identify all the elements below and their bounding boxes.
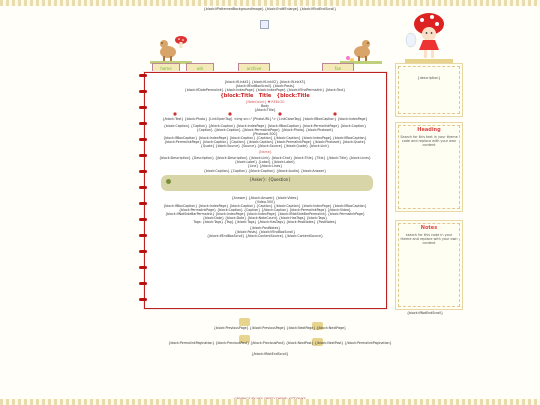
top-stripe <box>0 0 540 6</box>
tab-fan-label: fan <box>334 66 342 71</box>
ring <box>139 266 147 269</box>
top-template-text: {block:IfPatternedBackgroundImage} {block:EndIfEnlarge} {block:IfEndEndScroll} <box>203 7 337 11</box>
caption-line-b: {Caption} {/block:Caption} {/block:PermalinkPage} {/block:Photo} {block:Photoset} <box>196 128 334 132</box>
post-line-1: {block:IfLinkX1} {block:IfLinkX2} {block:IfLinkX3} <box>224 80 306 84</box>
name-label[interactable]: {Name} <box>258 150 272 154</box>
answer-line-e: {block:IfNotSideBarPermalink} {block:IndexPage} {block:IndexPage} {block:IfNotSideBarPermalink} {block:PermalinkPage} <box>165 212 365 216</box>
quote-line: {Quote} {block:Source} {Source} {/block:Source} {/block:Quote} {block:Link} <box>200 144 330 148</box>
ring <box>139 90 147 93</box>
ring <box>139 170 147 173</box>
ring <box>139 298 147 301</box>
ring <box>139 122 147 125</box>
photoset-line-b: {block:PermalinkPage} {block:Caption} {Caption} {/block:Caption} {block:PermalinkPage} {/block:Photoset} {block:Quote} <box>164 140 366 144</box>
ring <box>139 202 147 205</box>
photoset-line-a: {block:IfBoxCaption} {block:IndexPage} {block:Caption} {Caption} {/block:Caption} {block:IndexPage} {block:IfBoxCaption} <box>163 136 367 140</box>
bottom-stripe <box>0 399 540 405</box>
answer-line-a: {Answer} {/block:Answer} {block:Video} <box>231 196 299 200</box>
answer-line-c: {block:IfBoxCaption} {block:IndexPage} {block:Caption} {Caption} {/block:Caption} {block:IndexPage} {block:IfBoxCaption} <box>163 204 367 208</box>
ring <box>139 218 147 221</box>
tags-line[interactable]: Tags: {block:Tags} {Tag} {/block:Tags} {/block:HasTags} {block:PostNotes} {PostNotes} <box>193 220 337 224</box>
description-text: {description} <box>417 76 441 80</box>
deer-decoration-right <box>340 30 382 65</box>
sidebar-heading-box <box>395 122 463 212</box>
title-mid: Title <box>258 93 272 99</box>
text-block-line: {/block:Text} {block:Photo} {LinkOpenTag} <img src="{PhotoURL}"> {LinkCloseTag} {block:IfBoxCaption} {block:IndexPage} <box>162 117 368 121</box>
ring <box>139 282 147 285</box>
chat-caption-line: {block:Caption} {Caption} {/block:Caption} {/block:Audio} {block:Answer} <box>203 169 327 173</box>
tab-archive-label: archive <box>246 66 262 71</box>
box-inner <box>398 66 460 114</box>
ring <box>139 234 147 237</box>
ring <box>139 250 147 253</box>
post-title-row <box>150 93 380 99</box>
dotted-divider <box>170 112 360 116</box>
heading-text: Search for this text in your theme code and replace with your own content <box>400 135 458 147</box>
ring <box>139 106 147 109</box>
link-line: {block:Description} {Description} {/block:Description} {/block:Link} {block:Chat} {block:Title} {Title} {/block:Title} {block:Lines} <box>159 156 371 160</box>
sidebar-notes-box <box>395 220 463 310</box>
sidebar-end-label: {block:IfNotEndScroll} <box>406 311 444 315</box>
post-body-label: Body <box>260 104 270 108</box>
post-line-2: {block:IfEndBoxScroll} {block:Posts} <box>235 84 295 88</box>
notes-text: search for this code in your theme and replace with your own content <box>400 233 458 245</box>
girl-mushroom-hat-decoration <box>405 10 453 65</box>
post-line-3: {block:IfDatePermalink} {block:IndexPage} {block:IndexPage} {block:IfEndPermalink} {block:Text} <box>184 88 346 92</box>
chat-lines-end: {Line} {/block:Lines} <box>247 164 283 168</box>
title-left: {block:Title <box>220 93 254 99</box>
ask-question-label: {Asker}: {Question} <box>249 177 291 182</box>
prev-page-arrow-icon[interactable] <box>239 318 250 326</box>
answer-line-f: {block:Date} {block:Date} {block:NoteCount} {block:HasTags} {block:Tags} <box>202 216 328 220</box>
broken-image-icon <box>260 20 269 29</box>
notes-line-a: {/block:PostNotes} <box>249 226 281 230</box>
answer-line-d: {block:PermalinkPage} {block:Caption} {Caption} {/block:Caption} {block:PermalinkPage} {/block:Video} <box>179 208 351 212</box>
notes-line-b: {/block:Posts} {block:IfEndBoxScroll} <box>234 230 296 234</box>
ring <box>139 74 147 77</box>
page-pagination-row[interactable]: {block:PreviousPage} {/block:PreviousPage} {block:NextPage} {/block:NextPage} <box>213 326 347 330</box>
deer-mushroom-decoration-left <box>150 30 192 65</box>
photoset-label: {Photoset-500} <box>252 132 278 136</box>
tab-ask-label: ask <box>196 66 204 71</box>
chat-label-line: {block:Label} {Label} {/block:Label} <box>234 160 296 164</box>
answer-line-b: {Video-500} <box>254 200 276 204</box>
post-pagination-row[interactable]: {block:PermalinkPagination} {block:PreviousPost} {/block:PreviousPost} {block:NextPost} {/block:NextPost} {/block:PermalinkPagination} <box>168 341 392 345</box>
ring <box>139 186 147 189</box>
ring <box>139 138 147 141</box>
post-title-end: {/block:Title} <box>254 108 276 112</box>
pagination-footer-note: {/block:IfNotEndScroll} <box>251 352 289 356</box>
ring <box>139 154 147 157</box>
notes-line-c: {/block:IfEndBoxScroll} {/block:ContentSource} {/block:ContentSource} <box>206 234 324 238</box>
asker-avatar-icon <box>166 179 171 184</box>
sidebar-description-box <box>395 63 463 117</box>
ask-question-text <box>200 177 340 182</box>
title-right: {block:Title <box>276 93 310 99</box>
heading-title: Heading <box>417 127 441 133</box>
notebook-rings <box>139 74 145 304</box>
tab-home-label: home <box>160 66 172 71</box>
notes-title: Notes <box>420 225 438 231</box>
post-notecount[interactable]: {NoteCount} ♥ REBLOG <box>245 100 285 104</box>
caption-line-a: {block:Caption} {Caption} {/block:Caption} {block:IndexPage} {block:IfBoxCaption} {block:PermalinkPage} {block:Caption} <box>163 124 367 128</box>
